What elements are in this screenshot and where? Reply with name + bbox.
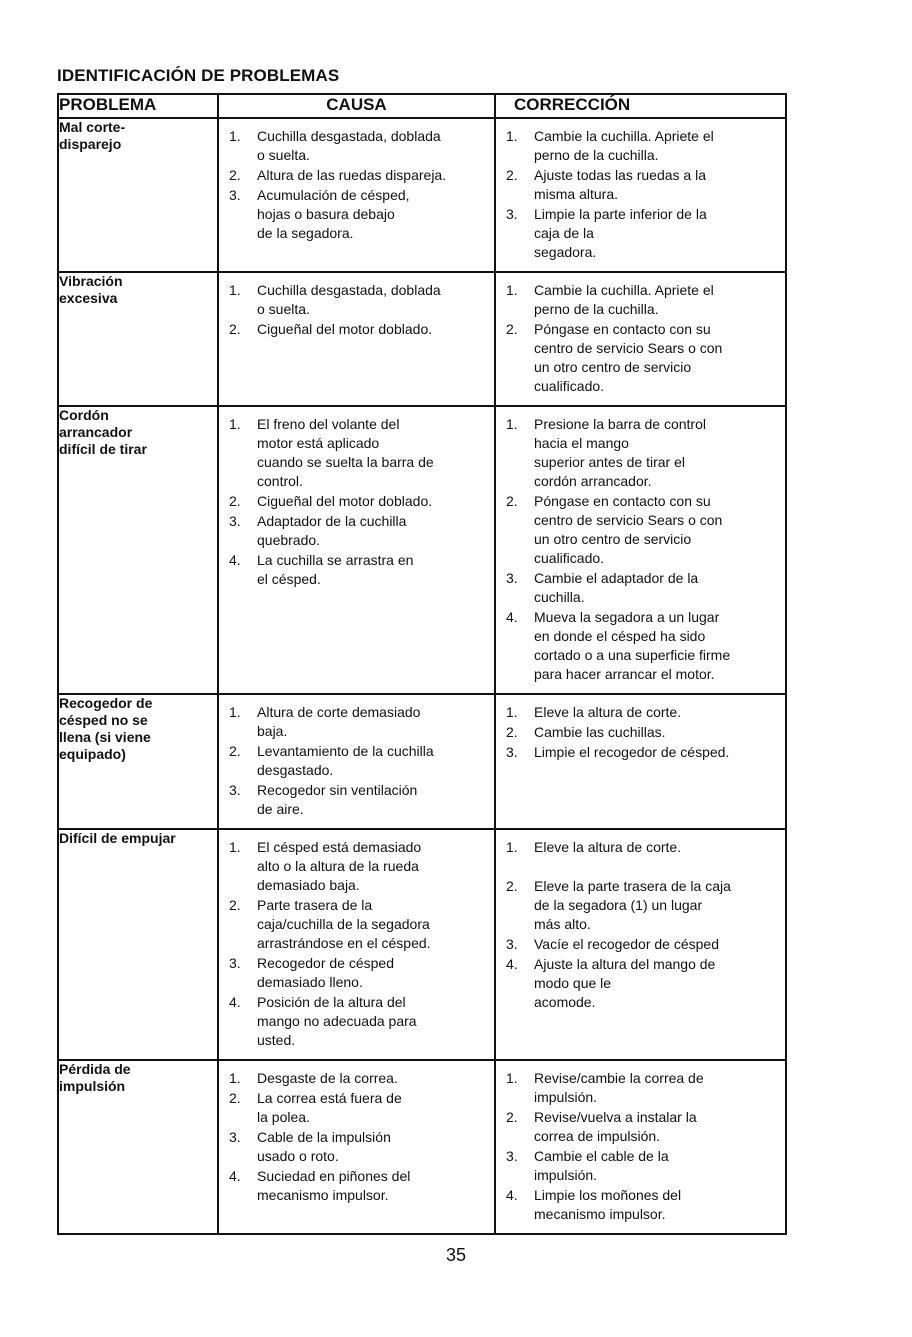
cause-item-text: La correa está fuera de la polea. [257,1090,402,1125]
correction-item-number: 2. [506,724,518,740]
correction-item-text: Eleve la parte trasera de la caja de la segadora (1) un lugar más alto. [534,878,731,932]
cause-item-text: Parte trasera de la caja/cuchilla de la segadora arrastrándose en el césped. [257,897,431,951]
correction-cell [495,1060,786,1234]
correction-item-number: 1. [506,839,518,855]
cause-item-text: Posición de la altura del mango no adecuada para usted. [257,994,417,1048]
cause-item-number: 3. [229,187,241,203]
cause-cell [218,272,495,406]
correction-item-text: Limpie la parte inferior de la caja de la segadora. [534,206,707,260]
correction-list [496,1061,785,1233]
problem-label-line: impulsión [59,1078,126,1094]
correction-item-text: Vacíe el recogedor de césped [534,936,719,952]
cause-item [229,512,490,550]
correction-item [506,955,781,1012]
correction-item-number: 2. [506,167,518,183]
correction-item [506,935,781,954]
correction-item-text: Presione la barra de control hacia el mango superior antes de tirar el cordón arrancador. [534,416,706,489]
problem-label-line: césped no se [59,712,148,728]
cause-item-text: El césped está demasiado alto o la altura de la rueda demasiado baja. [257,839,422,893]
problem-label-line: Recogedor de [59,695,153,711]
problem-label-line: Vibración [59,273,123,289]
correction-item-number: 3. [506,1148,518,1164]
correction-item [506,1186,781,1224]
cause-item-text: Recogedor sin ventilación de aire. [257,782,418,817]
problem-label-line: Cordón [59,407,109,423]
cause-cell [218,406,495,694]
correction-item-number: 1. [506,704,518,720]
cause-item-text: Acumulación de césped, hojas o basura debajo de la segadora. [257,187,410,241]
table-row [58,118,786,272]
correction-item-text: Cambie la cuchilla. Apriete el perno de la cuchilla. [534,128,714,163]
correction-item-text: Ajuste la altura del mango de modo que le acomode. [534,956,716,1010]
cause-item [229,415,490,491]
correction-list [496,273,785,405]
correction-item-number: 2. [506,321,518,337]
problem-label-line: equipado) [59,746,126,762]
cause-item [229,166,490,185]
cause-item [229,703,490,741]
table-body [58,118,786,1234]
cause-item-number: 1. [229,704,241,720]
cause-list [219,695,494,828]
cause-item-text: Cable de la impulsión usado o roto. [257,1129,391,1164]
cause-cell [218,118,495,272]
correction-item-text: Eleve la altura de corte. [534,704,682,720]
correction-item [506,1147,781,1185]
correction-list [496,830,785,1021]
correction-item [506,127,781,165]
cause-cell [218,694,495,829]
correction-item [506,205,781,262]
cause-item [229,838,490,895]
correction-list [496,695,785,771]
problem-label-line: arrancador [59,424,133,440]
table-header [58,94,786,118]
correction-cell [495,118,786,272]
table-row [58,1060,786,1234]
cause-item-text: Altura de las ruedas dispareja. [257,167,447,183]
correction-item [506,281,781,319]
cause-item-number: 3. [229,513,241,529]
cause-item-text: Cigueñal del motor doblado. [257,493,433,509]
correction-list [496,119,785,271]
cause-item-text: Recogedor de césped demasiado lleno. [257,955,394,990]
correction-item-number: 2. [506,878,518,894]
cause-item [229,1167,490,1205]
cause-cell [218,1060,495,1234]
cause-item-number: 1. [229,128,241,144]
correction-item [506,320,781,396]
correction-item [506,166,781,204]
cause-item [229,742,490,780]
problem-cell [58,829,218,1060]
correction-item-number: 3. [506,744,518,760]
cause-item-text: Desgaste de la correa. [257,1070,398,1086]
cause-item-number: 2. [229,493,241,509]
cause-item-text: Cuchilla desgastada, doblada o suelta. [257,282,441,317]
cause-item-text: Suciedad en piñones del mecanismo impulsor. [257,1168,411,1203]
correction-item-text: Póngase en contacto con su centro de servicio Sears o con un otro centro de servicio cualificado. [534,321,723,394]
correction-item-text: Cambie las cuchillas. [534,724,666,740]
problem-cell [58,118,218,272]
cause-item-text: Cigueñal del motor doblado. [257,321,433,337]
correction-item [506,608,781,684]
cause-item-number: 1. [229,282,241,298]
cause-item [229,993,490,1050]
correction-item [506,838,781,876]
problem-cell [58,694,218,829]
cause-item [229,781,490,819]
problem-label-line: difícil de tirar [59,441,147,457]
cause-item [229,320,490,339]
cause-list [219,830,494,1059]
cause-item [229,1089,490,1127]
header-correction: CORRECCIÓN [495,94,786,118]
correction-item-text: Cambie la cuchilla. Apriete el perno de la cuchilla. [534,282,714,317]
cause-item-number: 3. [229,955,241,971]
problem-label-line: Difícil de empujar [59,830,176,846]
cause-item-text: Levantamiento de la cuchilla desgastado. [257,743,434,778]
header-cause: CAUSA [218,94,495,118]
table-row [58,272,786,406]
cause-item-number: 1. [229,1070,241,1086]
cause-list [219,407,494,598]
correction-item-number: 3. [506,936,518,952]
correction-item-number: 1. [506,1070,518,1086]
problem-label-line: Mal corte- [59,119,126,135]
correction-item-text: Revise/vuelva a instalar la correa de impulsión. [534,1109,697,1144]
cause-cell [218,829,495,1060]
cause-item-number: 1. [229,416,241,432]
correction-item-text: Eleve la altura de corte. [534,839,682,855]
correction-item [506,703,781,722]
correction-item [506,1069,781,1107]
correction-cell [495,406,786,694]
correction-item [506,743,781,762]
cause-item-text: Cuchilla desgastada, doblada o suelta. [257,128,441,163]
correction-item-number: 4. [506,1187,518,1203]
problem-label-line: Pérdida de [59,1061,131,1077]
correction-item-text: Limpie el recogedor de césped. [534,744,730,760]
problem-label-line: excesiva [59,290,118,306]
correction-item-text: Limpie los moñones del mecanismo impulsor. [534,1187,682,1222]
cause-item-number: 2. [229,743,241,759]
correction-item-text: Cambie el cable de la impulsión. [534,1148,669,1183]
cause-item [229,492,490,511]
cause-item-text: La cuchilla se arrastra en el césped. [257,552,414,587]
correction-item [506,415,781,491]
problem-cell [58,1060,218,1234]
cause-item-number: 4. [229,994,241,1010]
cause-item-number: 2. [229,167,241,183]
correction-item-text: Ajuste todas las ruedas a la misma altura. [534,167,706,202]
correction-cell [495,694,786,829]
correction-list [496,407,785,693]
cause-item [229,281,490,319]
correction-cell [495,272,786,406]
cause-item [229,127,490,165]
correction-item-text: Cambie el adaptador de la cuchilla. [534,570,699,605]
correction-item-number: 1. [506,282,518,298]
table-row [58,406,786,694]
cause-item-text: Altura de corte demasiado baja. [257,704,421,739]
correction-item-number: 2. [506,493,518,509]
correction-item-number: 1. [506,128,518,144]
problem-cell [58,406,218,694]
cause-item [229,954,490,992]
correction-item-number: 1. [506,416,518,432]
correction-item-text: Póngase en contacto con su centro de servicio Sears o con un otro centro de servicio cualificado. [534,493,723,566]
correction-item-text: Mueva la segadora a un lugar en donde el césped ha sido cortado o a una superficie firme para hacer arrancar el motor. [534,609,731,682]
correction-item [506,569,781,607]
cause-item-number: 3. [229,1129,241,1145]
correction-cell [495,829,786,1060]
cause-item-number: 2. [229,897,241,913]
cause-item-number: 2. [229,321,241,337]
cause-item [229,896,490,953]
cause-item-number: 4. [229,1168,241,1184]
cause-item-text: Adaptador de la cuchilla quebrado. [257,513,407,548]
cause-item-number: 2. [229,1090,241,1106]
page-title: IDENTIFICACIÓN DE PROBLEMAS [57,66,340,85]
cause-item [229,1128,490,1166]
cause-item-text: El freno del volante del motor está aplicado cuando se suelta la barra de control. [257,416,434,489]
correction-item-number: 3. [506,206,518,222]
cause-item [229,1069,490,1088]
problem-cell [58,272,218,406]
correction-item-text: Revise/cambie la correa de impulsión. [534,1070,704,1105]
cause-list [219,119,494,252]
cause-list [219,273,494,348]
cause-item [229,551,490,589]
table-row [58,829,786,1060]
problem-label-line: llena (si viene [59,729,151,745]
cause-list [219,1061,494,1214]
page-number: 35 [445,1245,467,1265]
correction-item [506,492,781,568]
correction-item-number: 3. [506,570,518,586]
problem-label-line: disparejo [59,136,122,152]
cause-item-number: 3. [229,782,241,798]
correction-item-number: 4. [506,609,518,625]
cause-item-number: 4. [229,552,241,568]
troubleshooting-table [57,93,787,1235]
correction-item [506,877,781,934]
table-row [58,694,786,829]
correction-item [506,723,781,742]
cause-item-number: 1. [229,839,241,855]
header-problem: PROBLEMA [58,94,218,118]
correction-item-number: 4. [506,956,518,972]
cause-item [229,186,490,243]
correction-item-number: 2. [506,1109,518,1125]
correction-item [506,1108,781,1146]
